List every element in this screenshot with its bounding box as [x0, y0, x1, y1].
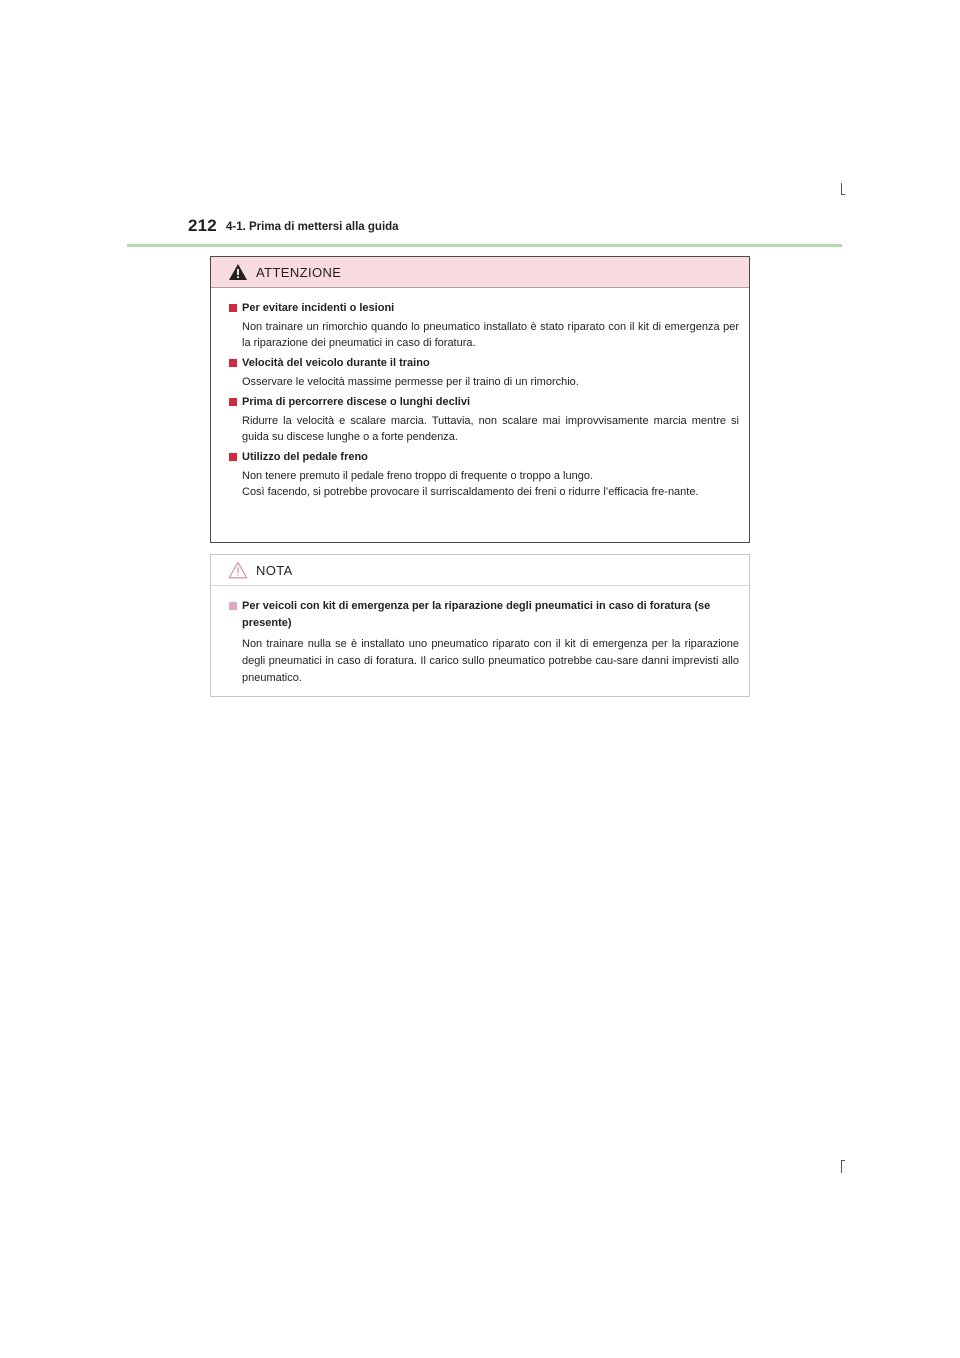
- note-item: [229, 598, 739, 687]
- note-label: NOTA: [256, 563, 293, 578]
- crop-mark-top-right-foot: [841, 194, 845, 195]
- crop-mark-bottom-right: [841, 1160, 842, 1173]
- crop-mark-bottom-right-foot: [841, 1160, 845, 1161]
- note-item-text: Non trainare nulla se è installato uno pneumatico riparato con il kit di emergenza per la riparazione degli pneumatici in caso di foratura. Il carico sullo pneumatico potrebbe cau-sare danni imprevisti allo pneumatico.: [242, 638, 739, 684]
- warning-box: [210, 256, 750, 543]
- square-bullet-icon: [229, 453, 237, 461]
- note-header: [211, 555, 749, 586]
- warning-item-title: Per evitare incidenti o lesioni: [229, 300, 739, 317]
- page-number: 212: [188, 216, 217, 235]
- square-bullet-icon: [229, 359, 237, 367]
- warning-body: [211, 288, 749, 500]
- warning-header: [211, 257, 749, 288]
- note-item-title: Per veicoli con kit di emergenza per la riparazione degli pneumatici in caso di foratura (se presente): [229, 598, 739, 632]
- note-body: [211, 586, 749, 687]
- warning-item: [229, 355, 739, 390]
- note-box: [210, 554, 750, 697]
- warning-item-text: Ridurre la velocità e scalare marcia. Tuttavia, non scalare mai improvvisamente marcia mentre si guida su discese lunghe o a forte pendenza.: [242, 415, 739, 443]
- caution-triangle-outline-icon: [228, 561, 248, 579]
- warning-item-title: Velocità del veicolo durante il traino: [229, 355, 739, 372]
- square-bullet-icon: [229, 398, 237, 406]
- warning-item: [229, 449, 739, 500]
- warning-item-title: Prima di percorrere discese o lunghi declivi: [229, 394, 739, 411]
- section-title: 4-1. Prima di mettersi alla guida: [226, 221, 399, 233]
- warning-item-text: Osservare le velocità massime permesse per il traino di un rimorchio.: [242, 376, 579, 388]
- warning-item-title: Utilizzo del pedale freno: [229, 449, 739, 466]
- page-header: [188, 216, 840, 244]
- header-rule: [127, 244, 842, 247]
- warning-item: [229, 300, 739, 351]
- warning-label: ATTENZIONE: [256, 265, 342, 280]
- warning-item-text: Non trainare un rimorchio quando lo pneumatico installato è stato riparato con il kit di emergenza per la riparazione dei pneumatici in caso di foratura.: [242, 321, 739, 349]
- warning-triangle-icon: [228, 263, 248, 281]
- square-bullet-icon: [229, 304, 237, 312]
- square-bullet-icon: [229, 602, 237, 610]
- warning-item-text: Non tenere premuto il pedale freno troppo di frequente o troppo a lungo. Così facendo, si potrebbe provocare il surriscaldamento dei freni o ridurre l’efficacia fre-nante.: [242, 470, 699, 498]
- warning-item: [229, 394, 739, 445]
